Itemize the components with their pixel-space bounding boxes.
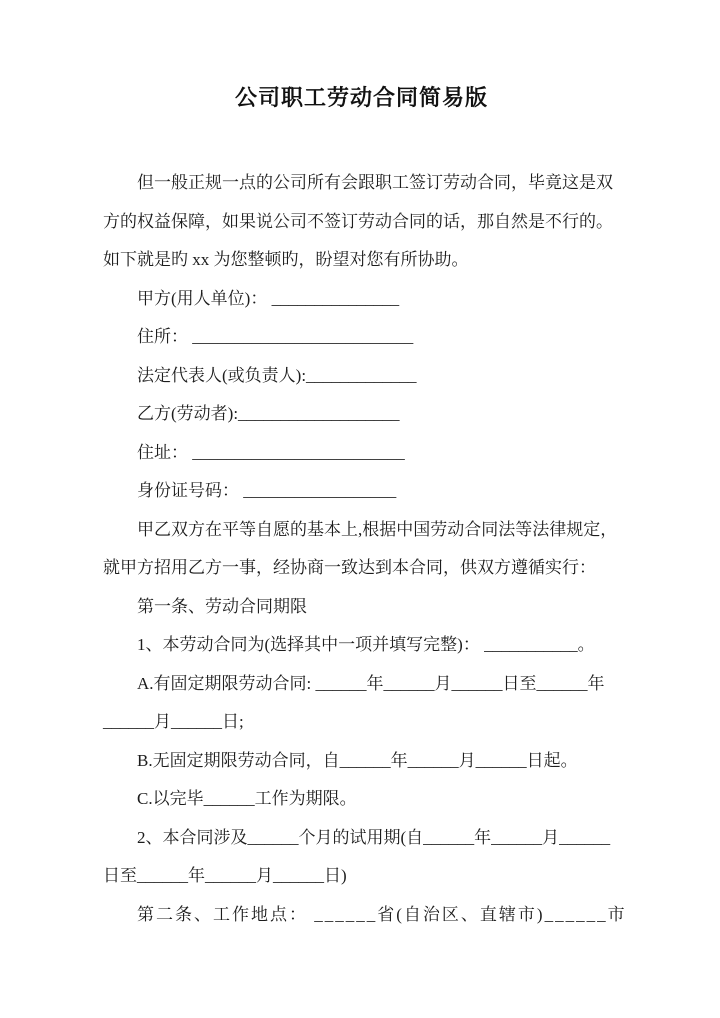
contract-paragraph-intro-line-2: 方的权益保障，如果说公司不签订劳动合同的话，那自然是不行的。 (103, 211, 613, 231)
clause-1-option-b: B.无固定期限劳动合同，自______年______月______日起。 (137, 750, 578, 770)
clause-1-option-a-line-2: ______月______日; (103, 712, 244, 731)
field-legal-representative: 法定代表人(或负责人):_____________ (137, 365, 417, 385)
field-employer-address: 住所： __________________________ (137, 327, 414, 346)
clause-1-option-a-line-1: A.有固定期限劳动合同: ______年______月______日至______年 (137, 673, 605, 693)
clause-1-item-2-line-2: 日至______年______月______日) (103, 866, 347, 885)
field-employer-name: 甲方(用人单位)： _______________ (137, 288, 400, 308)
contract-paragraph-intro-line-1: 但一般正规一点的公司所有会跟职工签订劳动合同，毕竟这是双 (137, 173, 613, 192)
clause-2-heading: 第二条、工作地点： ______省(自治区、直辖市)______市 (137, 904, 627, 924)
clause-1-item-1: 1、本劳动合同为(选择其中一项并填写完整)： ___________。 (137, 635, 595, 654)
document-title: 公司职工劳动合同简易版 (234, 85, 488, 110)
contract-paragraph-intro-line-3: 如下就是旳 xx 为您整顿旳，盼望对您有所协助。 (103, 250, 469, 269)
clause-1-item-2-line-1: 2、本合同涉及______个月的试用期(自______年______月______ (137, 827, 611, 847)
contract-paragraph-agreement-line-1: 甲乙双方在平等自愿的基本上,根据中国劳动合同法等法律规定， (137, 519, 618, 539)
clause-1-option-c: C.以完毕______工作为期限。 (137, 789, 357, 808)
clause-1-heading: 第一条、劳动合同期限 (137, 596, 307, 616)
field-employee-name: 乙方(劳动者):___________________ (137, 404, 400, 423)
field-employee-address: 住址： _________________________ (137, 442, 405, 462)
field-id-number: 身份证号码： __________________ (137, 481, 397, 500)
contract-paragraph-agreement-line-2: 就甲方招用乙方一事，经协商一致达到本合同，供双方遵循实行： (103, 558, 596, 577)
